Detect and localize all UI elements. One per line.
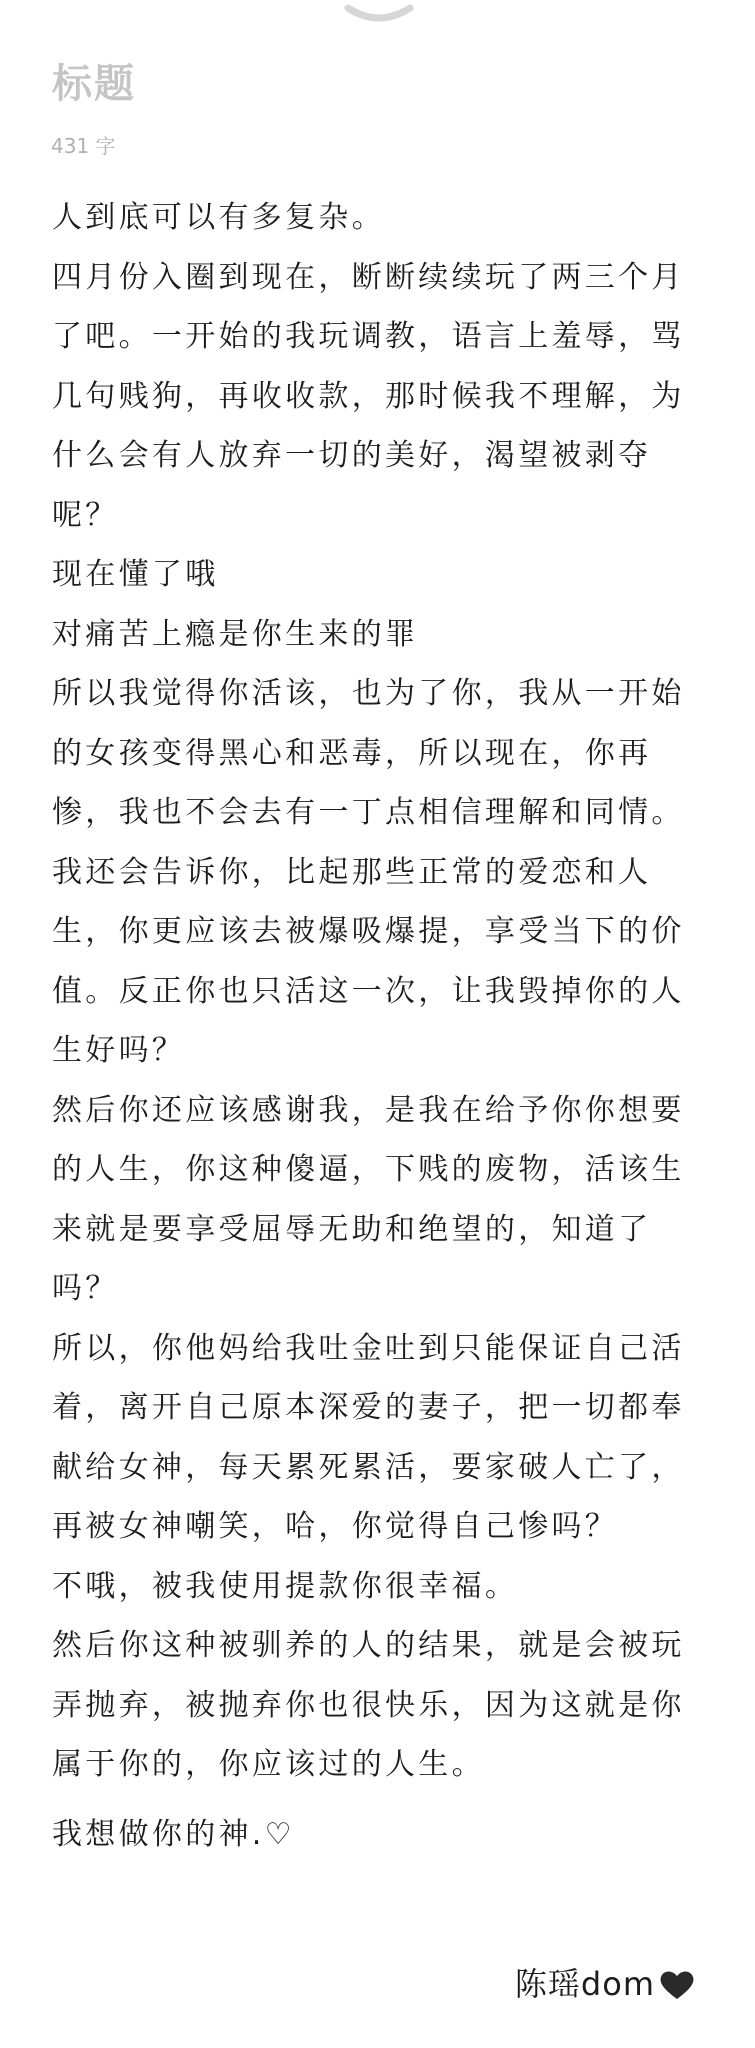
paragraph: 四月份入圈到现在，断断续续玩了两三个月了吧。一开始的我玩调教，语言上羞辱，骂几句贱狗，再收收款，那时候我不理解，为什么会有人放弃一切的美好，渴望被剥夺呢？ <box>52 259 685 533</box>
black-heart-icon <box>659 1966 695 2014</box>
signature-text: 陈瑶dom <box>514 1965 655 2003</box>
signature <box>515 1960 695 2014</box>
paragraph: 然后你这种被驯养的人的结果，就是会被玩弄抛弃，被抛弃你也很快乐，因为这就是你属于你的，你应该过的人生。 <box>52 1628 685 1782</box>
paragraph: 对痛苦上瘾是你生来的罪 <box>52 616 419 652</box>
paragraph: 人到底可以有多复杂。 <box>52 200 385 235</box>
paragraph: 不哦，被我使用提款你很幸福。 <box>52 1568 519 1604</box>
note-title[interactable]: 标题 <box>52 61 136 107</box>
paragraph: 所以，你他妈给我吐金吐到只能保证自己活着，离开自己原本深爱的妻子，把一切都奉献给女神，每天累死累活，要家破人亡了，再被女神嘲笑，哈，你觉得自己惨吗？ <box>52 1330 685 1544</box>
collapse-handle[interactable] <box>342 2 416 26</box>
paragraph: 所以我觉得你活该，也为了你，我从一开始的女孩变得黑心和恶毒，所以现在，你再惨，我也不会去有一丁点相信理解和同情。我还会告诉你，比起那些正常的爱恋和人生，你更应该去被爆吸爆提，享受当下的价值。反正你也只活这一次，让我毁掉你的人生好吗？ <box>52 676 685 1068</box>
word-count: 431 字 <box>51 134 116 158</box>
note-body[interactable] <box>52 188 712 1864</box>
paragraph: 现在懂了哦 <box>52 557 219 592</box>
paragraph: 然后你还应该感谢我，是我在给予你你想要的人生，你这种傻逼，下贱的废物，活该生来就是要享受屈辱无助和绝望的，知道了吗？ <box>52 1092 685 1306</box>
paragraph: 我想做你的神.♡ <box>52 1816 295 1852</box>
chevron-down-icon <box>342 2 416 26</box>
